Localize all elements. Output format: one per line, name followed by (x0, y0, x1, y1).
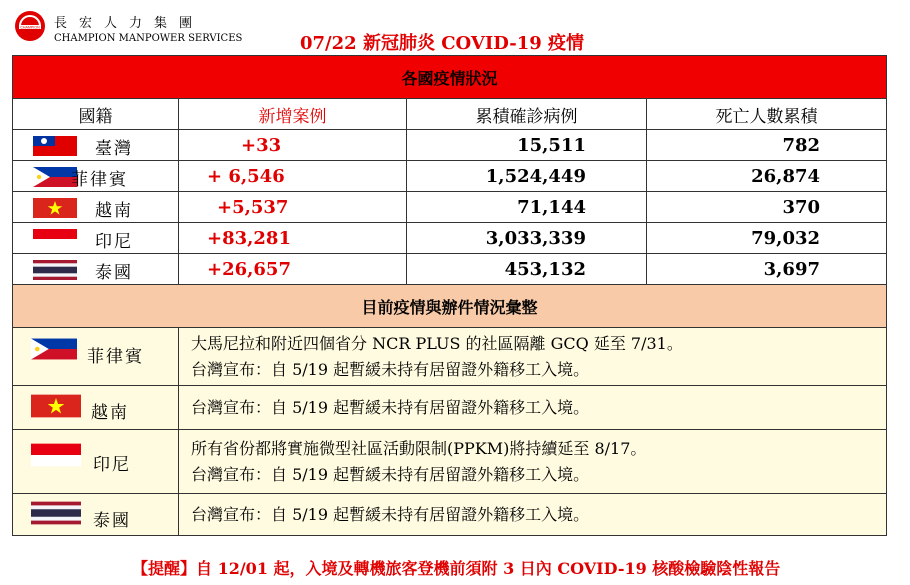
deaths-value: 370 (782, 196, 821, 218)
country-name: 泰國 (93, 511, 131, 531)
info-country-cell (13, 430, 179, 494)
info-line: 台灣宣布：自 5/19 起暫緩未持有居留證外籍移工入境。 (191, 359, 590, 379)
stats-section-title: 各國疫情狀況 (13, 56, 887, 99)
covid-table (12, 55, 886, 536)
total-cases-cell (407, 254, 647, 285)
country-cell (13, 223, 179, 254)
taiwan-flag-icon (33, 136, 77, 156)
new-cases-value: + 6,546 (207, 165, 285, 187)
new-cases-cell (179, 130, 407, 161)
deaths-cell (647, 130, 887, 161)
info-line: 所有省份都將實施微型社區活動限制(PPKM)將持續延至 8/17。 (191, 438, 647, 458)
total-cases-value: 15,511 (517, 134, 586, 156)
deaths-value: 782 (782, 134, 821, 156)
page-header (0, 0, 910, 55)
table-row (13, 161, 887, 192)
country-name: 菲律賓 (71, 170, 128, 190)
info-row (13, 386, 887, 430)
new-cases-value: +83,281 (207, 227, 291, 249)
deaths-cell (647, 254, 887, 285)
thailand-flag-icon (31, 500, 81, 526)
deaths-value: 3,697 (763, 258, 821, 280)
country-name: 越南 (95, 201, 133, 221)
thailand-flag-icon (33, 260, 77, 280)
info-text-cell (179, 328, 887, 386)
info-row (13, 430, 887, 494)
new-cases-cell (179, 192, 407, 223)
country-name: 印尼 (95, 232, 133, 252)
new-cases-value: +5,537 (217, 196, 289, 218)
country-name: 泰國 (95, 263, 133, 283)
info-line: 大馬尼拉和附近四個省分 NCR PLUS 的社區隔離 GCQ 延至 7/31。 (191, 333, 683, 353)
new-cases-value: +33 (241, 134, 282, 156)
col-header-total-cases: 累積確診病例 (407, 99, 647, 130)
indonesia-flag-icon (31, 442, 81, 468)
deaths-value: 26,874 (751, 165, 821, 187)
total-cases-value: 3,033,339 (485, 227, 586, 249)
company-name-cn: 長宏人力集團 (54, 16, 205, 31)
table-row (13, 223, 887, 254)
info-line: 台灣宣布：自 5/19 起暫緩未持有居留證外籍移工入境。 (191, 397, 590, 417)
new-cases-cell (179, 223, 407, 254)
info-section-title: 目前疫情與辦件情況彙整 (13, 285, 887, 328)
country-name: 菲律賓 (87, 347, 144, 367)
vietnam-flag-icon (31, 394, 81, 418)
total-cases-cell (407, 161, 647, 192)
table-row (13, 130, 887, 161)
country-name: 越南 (91, 403, 129, 423)
indonesia-flag-icon (33, 229, 77, 249)
new-cases-value: +26,657 (207, 258, 291, 280)
info-text-cell (179, 386, 887, 430)
total-cases-value: 453,132 (504, 258, 586, 280)
info-text-cell (179, 430, 887, 494)
country-name: 印尼 (93, 455, 131, 475)
country-cell (13, 192, 179, 223)
table-row (13, 192, 887, 223)
country-name: 臺灣 (95, 139, 133, 159)
champion-logo-icon (14, 10, 46, 42)
total-cases-value: 1,524,449 (485, 165, 586, 187)
page-title: 07/22 新冠肺炎 COVID-19 疫情 (300, 33, 585, 54)
footer-notice: 【提醒】自 12/01 起，入境及轉機旅客登機前須附 3 日內 COVID-19 核酸檢驗陰性報告 (132, 559, 781, 578)
country-cell (13, 161, 179, 192)
total-cases-cell (407, 130, 647, 161)
deaths-cell (647, 161, 887, 192)
info-country-cell (13, 494, 179, 536)
col-header-new-cases: 新增案例 (179, 99, 407, 130)
new-cases-cell (179, 254, 407, 285)
col-header-country: 國籍 (13, 99, 179, 130)
info-line: 台灣宣布：自 5/19 起暫緩未持有居留證外籍移工入境。 (191, 504, 590, 524)
deaths-cell (647, 223, 887, 254)
info-country-cell (13, 328, 179, 386)
deaths-cell (647, 192, 887, 223)
info-row (13, 494, 887, 536)
col-header-deaths: 死亡人數累積 (647, 99, 887, 130)
vietnam-flag-icon (33, 198, 77, 218)
info-country-cell (13, 386, 179, 430)
country-cell (13, 254, 179, 285)
new-cases-cell (179, 161, 407, 192)
svg-text:CHAMPION: CHAMPION (20, 25, 40, 30)
total-cases-value: 71,144 (517, 196, 586, 218)
philippines-flag-icon (31, 338, 77, 360)
total-cases-cell (407, 192, 647, 223)
table-row (13, 254, 887, 285)
info-row (13, 328, 887, 386)
deaths-value: 79,032 (751, 227, 821, 249)
company-name-en: CHAMPION MANPOWER SERVICES (54, 33, 243, 44)
info-line: 台灣宣布：自 5/19 起暫緩未持有居留證外籍移工入境。 (191, 464, 590, 484)
country-cell (13, 130, 179, 161)
info-text-cell (179, 494, 887, 536)
total-cases-cell (407, 223, 647, 254)
